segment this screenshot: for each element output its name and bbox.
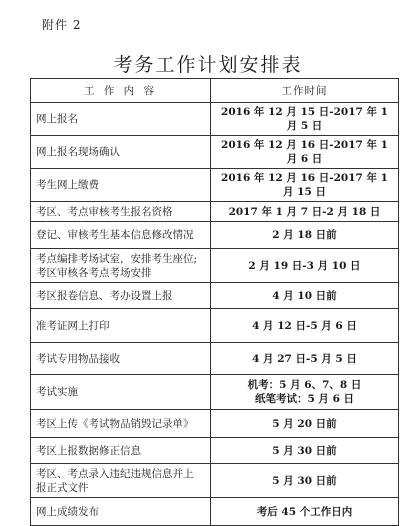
work-item-text: 考区审核各考点考场安排 — [36, 266, 152, 279]
work-time-text: 2017 年 1 月 7 日-2 月 18 日 — [228, 205, 381, 218]
work-time-text: 考后 45 个工作日内 — [256, 505, 353, 518]
work-time-cell — [211, 103, 399, 136]
work-time-cell — [211, 464, 399, 498]
work-item-text: 报正式文件 — [36, 481, 89, 494]
work-item-text: 考区、考点审核考生报名资格 — [36, 205, 173, 218]
table-row — [31, 464, 399, 498]
work-item-cell — [31, 375, 211, 410]
work-item-cell — [31, 136, 211, 169]
work-item-cell — [31, 283, 211, 309]
work-item-text: 考区、考点录入违纪违规信息并上 — [36, 467, 194, 480]
work-item-cell — [31, 103, 211, 136]
work-item-text: 考生网上缴费 — [36, 179, 99, 191]
work-item-cell — [31, 343, 211, 375]
work-item-text: 考区上传《考试物品销毁记录单》 — [36, 417, 194, 430]
work-item-text: 网上报名 — [36, 113, 78, 125]
document-title: 考务工作计划安排表 — [113, 54, 303, 76]
work-time-text: 2016 年 12 月 16 日-2017 年 1 月 15 日 — [221, 172, 388, 198]
attachment-label: 附件 2 — [42, 18, 82, 32]
work-time-text: 机考：5 月 6、7、8 日 — [247, 379, 362, 391]
work-time-cell — [211, 202, 399, 222]
table-row — [31, 136, 399, 169]
work-time-cell — [211, 438, 399, 464]
table-row — [31, 202, 399, 222]
header-time: 工作时间 — [211, 79, 399, 103]
work-time-text: 2 月 19 日-3 月 10 日 — [248, 259, 361, 272]
table-header-row — [31, 79, 399, 103]
work-time-text: 5 月 20 日前 — [272, 417, 337, 430]
work-item-cell — [31, 202, 211, 222]
work-time-cell — [211, 222, 399, 249]
work-time-text: 2016 年 12 月 15 日-2017 年 1 月 5 日 — [221, 106, 388, 132]
work-item-text: 考点编排考场试室，安排考生座位; — [36, 252, 198, 265]
table-row — [31, 410, 399, 438]
table-row — [31, 103, 399, 136]
work-time-cell — [211, 169, 399, 202]
table-row — [31, 438, 399, 464]
work-time-cell — [211, 309, 399, 343]
work-time-text: 5 月 30 日前 — [272, 474, 337, 487]
work-item-text: 考区上报数据修正信息 — [36, 444, 141, 457]
table-row — [31, 375, 399, 410]
table-row — [31, 249, 399, 283]
work-item-text: 准考证网上打印 — [36, 319, 110, 332]
work-time-text: 2016 年 12 月 16 日-2017 年 1 月 6 日 — [221, 139, 388, 165]
work-item-cell — [31, 410, 211, 438]
work-time-cell — [211, 136, 399, 169]
table-row — [31, 222, 399, 249]
work-item-cell — [31, 464, 211, 498]
header-item: 工 作 内 容 — [31, 79, 211, 103]
schedule-table — [30, 78, 399, 526]
schedule-table-body — [31, 103, 399, 526]
work-time-cell — [211, 410, 399, 438]
work-item-text: 考试专用物品接收 — [36, 352, 120, 365]
work-item-cell — [31, 438, 211, 464]
work-time-text: 4 月 12 日-5 月 6 日 — [252, 319, 357, 332]
work-time-text: 4 月 27 日-5 月 5 日 — [252, 352, 357, 365]
work-item-text: 考区报卷信息、考办设置上报 — [36, 289, 173, 302]
table-row — [31, 169, 399, 202]
work-time-text: 纸笔考试：5 月 6 日 — [254, 393, 355, 405]
work-time-cell — [211, 343, 399, 375]
work-item-text: 考试实施 — [36, 386, 78, 398]
work-item-cell — [31, 249, 211, 283]
work-item-cell — [31, 309, 211, 343]
work-item-text: 网上报名现场确认 — [36, 146, 120, 158]
table-row — [31, 283, 399, 309]
work-time-cell — [211, 375, 399, 410]
work-time-cell — [211, 249, 399, 283]
work-item-text: 网上成绩发布 — [36, 505, 99, 518]
work-time-text: 2 月 18 日前 — [272, 229, 337, 241]
work-item-cell — [31, 169, 211, 202]
work-time-text: 4 月 10 日前 — [272, 289, 337, 302]
work-time-text: 5 月 30 日前 — [272, 444, 337, 457]
work-item-text: 登记、审核考生基本信息修改情况 — [36, 229, 194, 241]
work-item-cell — [31, 222, 211, 249]
table-row — [31, 343, 399, 375]
table-row — [31, 309, 399, 343]
work-time-cell — [211, 283, 399, 309]
